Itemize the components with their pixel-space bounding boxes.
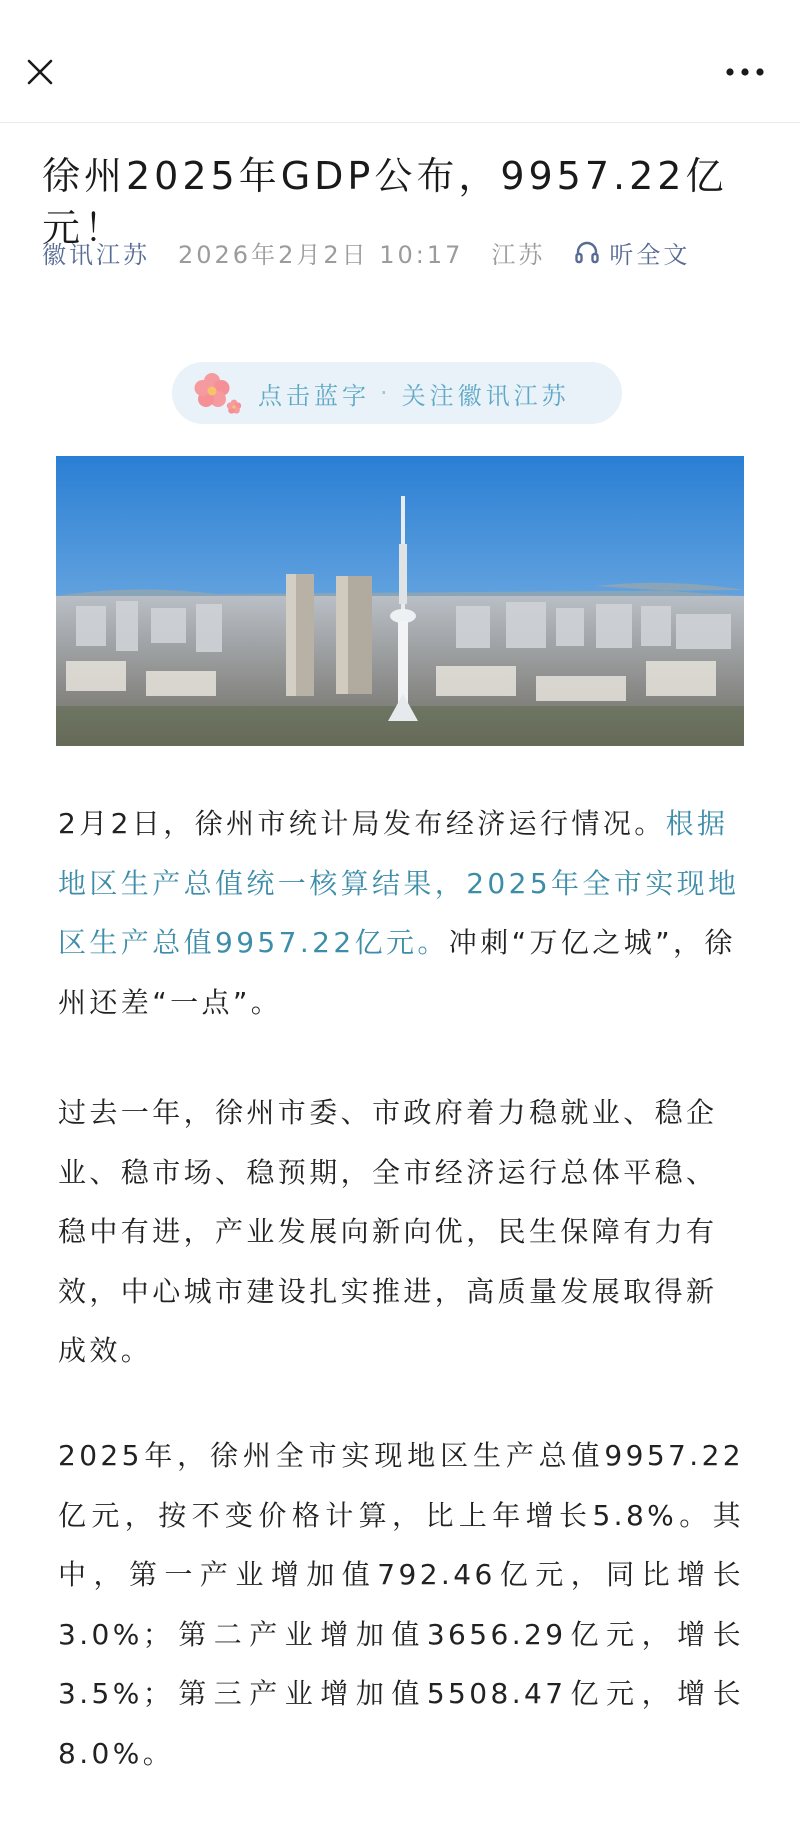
article-meta: [42, 234, 690, 270]
publish-region: 江苏: [491, 240, 546, 269]
close-button[interactable]: [20, 52, 60, 92]
author-link[interactable]: 徽讯江苏: [42, 240, 150, 269]
paragraph-1-highlight: 根据地区生产总值统一核算结果，2025年全市实现地区生产总值9957.22亿元。: [58, 807, 740, 959]
follow-banner-text: [258, 376, 570, 411]
follow-text-left: 点击蓝字: [258, 381, 370, 410]
follow-text-right: 关注徽讯江苏: [401, 381, 570, 410]
follow-banner[interactable]: [172, 362, 622, 424]
paragraph-2: 过去一年，徐州市委、市政府着力稳就业、稳企业、稳市场、稳预期，全市经济运行总体平稳、稳中有进，产业发展向新向优，民生保障有力有效，中心城市建设扎实推进，高质量发展取得新成效。: [58, 1096, 718, 1367]
flower-icon: [190, 365, 246, 421]
more-options-button[interactable]: [720, 56, 770, 88]
publish-date: 2026年2月2日 10:17: [178, 240, 464, 269]
paragraph-1-tail: 冲刺“万亿之城”，徐州还差“一点”。: [58, 926, 736, 1019]
hero-image: [56, 456, 744, 746]
city-skyline-image: [56, 456, 744, 746]
top-bar: [0, 0, 800, 123]
headphones-icon: [573, 238, 601, 266]
paragraph-3: 2025年，徐州全市实现地区生产总值9957.22亿元，按不变价格计算，比上年增长5.8%。其中，第一产业增加值792.46亿元，同比增长3.0%；第二产业增加值3656.29亿元，增长3.5%；第三产业增加值5508.47亿元，增长8.0%。: [58, 1439, 744, 1770]
more-dots-icon[interactable]: [725, 67, 765, 77]
article-title: 徐州2025年GDP公布，9957.22亿元！: [42, 154, 728, 250]
listen-full-text-button[interactable]: [573, 235, 690, 270]
paragraph-1-lead: 2月2日，徐州市统计局发布经济运行情况。: [58, 807, 666, 840]
close-icon[interactable]: [26, 58, 54, 86]
listen-label: 听全文: [609, 240, 691, 269]
follow-separator: ·: [380, 379, 392, 407]
paragraph-1: [58, 794, 744, 1032]
